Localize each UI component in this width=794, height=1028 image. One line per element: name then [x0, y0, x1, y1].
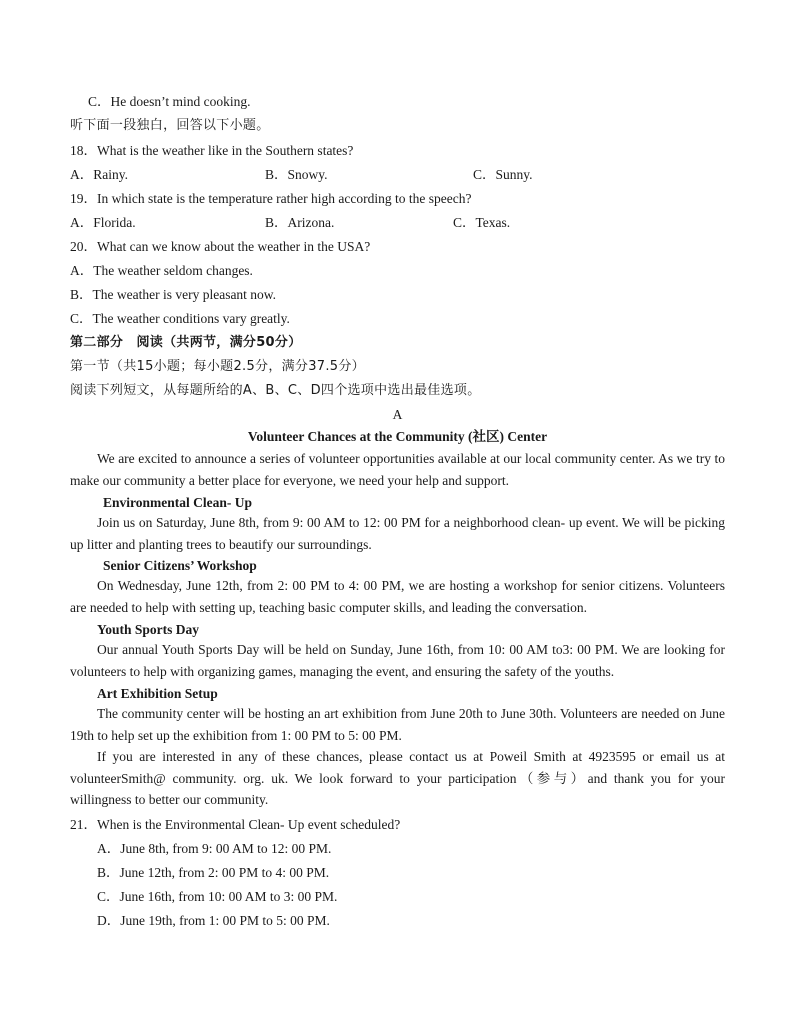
heading-youth-sports-day: Youth Sports Day — [97, 622, 200, 637]
q19-option-b: B．Arizona. — [265, 215, 335, 230]
question-20: 20．What can we know about the weather in the USA? — [70, 239, 371, 254]
listening-instruction: 听下面一段独白，回答以下小题。 — [70, 118, 270, 133]
q20-option-b: B．The weather is very pleasant now. — [70, 287, 277, 302]
q21-option-a: A．June 8th, from 9: 00 AM to 12: 00 PM. — [97, 841, 332, 856]
heading-art-exhibition: Art Exhibition Setup — [97, 686, 218, 701]
q20-option-a: A．The weather seldom changes. — [70, 263, 253, 278]
section-one-title: 第一节（共15小题；每小题2.5分，满分37.5分） — [70, 359, 365, 374]
q21-option-c: C．June 16th, from 10: 00 AM to 3: 00 PM. — [97, 889, 338, 904]
body-youth-sports-day: Our annual Youth Sports Day will be held on Sunday, June 16th, from 10: 00 AM to3: 00 PM. We are looking for volunteers to help with organizing games, managing the event, and ensuring the safety of the youths. — [70, 642, 725, 679]
q19-option-a: A．Florida. — [70, 215, 136, 230]
passage-title: Volunteer Chances at the Community (社区) Center — [247, 429, 548, 444]
passage-intro: We are excited to announce a series of volunteer opportunities available at our local community center. As we try to make our community a better place for everyone, we need your help and support. — [70, 451, 725, 488]
body-senior-workshop: On Wednesday, June 12th, from 2: 00 PM to 4: 00 PM, we are hosting a workshop for senior citizens. Volunteers are needed to help with setting up, teaching basic computer skills, and leading the conversation. — [70, 578, 725, 615]
option-c-doesnt-mind-cooking: C．He doesn’t mind cooking. — [88, 94, 251, 109]
body-environmental-clean-up: Join us on Saturday, June 8th, from 9: 00 AM to 12: 00 PM for a neighborhood clean- up event. We will be picking up litter and planting trees to beautify our surroundings. — [70, 515, 725, 552]
passage-closing: If you are interested in any of these chances, please contact us at Poweil Smith at 4923595 or email us at volunteerSmith@ community. org. uk. We look forward to your participation（参与）and thank you for your willingness to better our community. — [70, 749, 725, 807]
part-two-title: 第二部分 阅读（共两节，满分50分） — [70, 335, 302, 350]
reading-instruction: 阅读下列短文，从每题所给的A、B、C、D四个选项中选出最佳选项。 — [70, 383, 481, 398]
q21-option-d: D．June 19th, from 1: 00 PM to 5: 00 PM. — [97, 913, 330, 928]
q18-option-c: C．Sunny. — [473, 167, 533, 182]
heading-environmental-clean-up: Environmental Clean- Up — [103, 495, 253, 510]
passage-letter: A — [392, 407, 403, 422]
q20-option-c: C．The weather conditions vary greatly. — [70, 311, 290, 326]
question-19: 19．In which state is the temperature rather high according to the speech? — [70, 191, 472, 206]
heading-senior-workshop: Senior Citizens’ Workshop — [103, 558, 257, 573]
question-18: 18．What is the weather like in the Southern states? — [70, 143, 354, 158]
body-art-exhibition: The community center will be hosting an art exhibition from June 20th to June 30th. Volunteers are needed on June 19th to help set up the exhibition from 1: 00 PM to 5: 00 PM. — [70, 706, 725, 743]
q21-option-b: B．June 12th, from 2: 00 PM to 4: 00 PM. — [97, 865, 330, 880]
q19-option-c: C．Texas. — [453, 215, 511, 230]
q18-option-a: A．Rainy. — [70, 167, 128, 182]
question-21: 21．When is the Environmental Clean- Up event scheduled? — [70, 817, 401, 832]
q18-option-b: B．Snowy. — [265, 167, 328, 182]
